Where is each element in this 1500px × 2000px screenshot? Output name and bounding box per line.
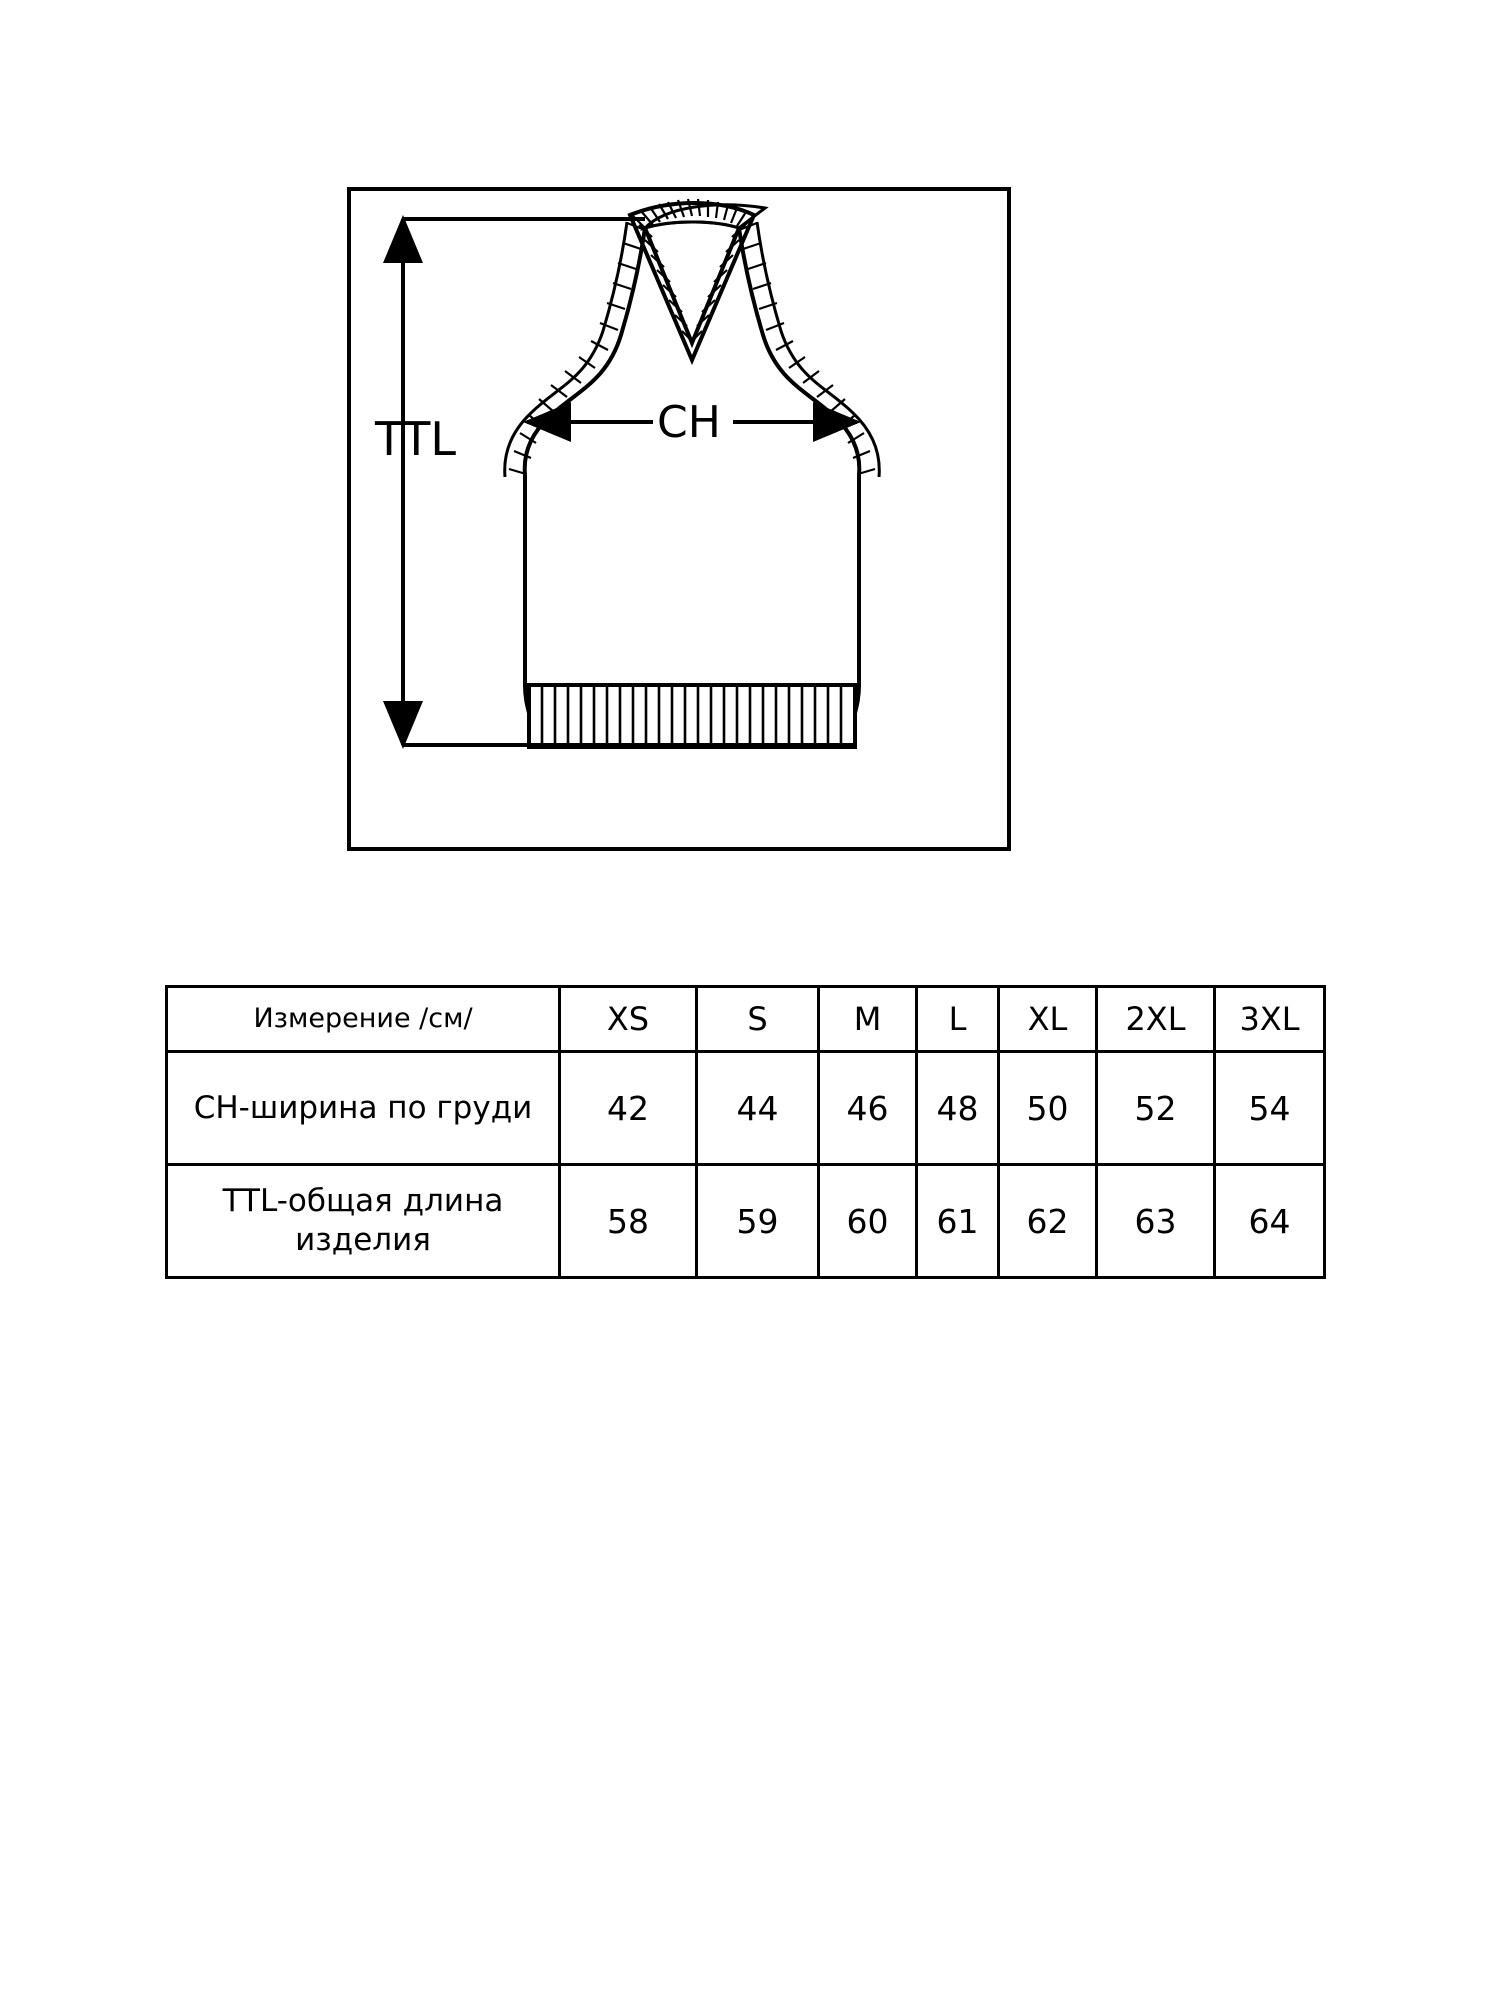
row-label-length: TTL-общая длина изделия — [167, 1165, 560, 1278]
length-xs: 58 — [560, 1165, 697, 1278]
size-header-xs: XS — [560, 987, 697, 1052]
chest-m: 46 — [819, 1052, 917, 1165]
chest-2xl: 52 — [1097, 1052, 1215, 1165]
chest-s: 44 — [697, 1052, 819, 1165]
ch-dimension — [527, 397, 857, 448]
vest-outline — [525, 228, 860, 745]
length-s: 59 — [697, 1165, 819, 1278]
size-header-l: L — [917, 987, 999, 1052]
size-header-m: M — [819, 987, 917, 1052]
row-label-chest: CH-ширина по груди — [167, 1052, 560, 1165]
table-row — [167, 1052, 1325, 1165]
size-header-2xl: 2XL — [1097, 987, 1215, 1052]
length-3xl: 64 — [1215, 1165, 1325, 1278]
measure-header: Измерение /см/ — [167, 987, 560, 1052]
size-header-3xl: 3XL — [1215, 987, 1325, 1052]
length-xl: 62 — [999, 1165, 1097, 1278]
length-2xl: 63 — [1097, 1165, 1215, 1278]
ttl-label: TTL — [375, 412, 457, 466]
left-armhole-rib — [505, 222, 645, 477]
size-header-xl: XL — [999, 987, 1097, 1052]
table-row — [167, 1165, 1325, 1278]
chest-xl: 50 — [999, 1052, 1097, 1165]
diagram-frame — [349, 189, 1009, 849]
chest-xs: 42 — [560, 1052, 697, 1165]
size-header-s: S — [697, 987, 819, 1052]
size-chart-table — [165, 985, 1326, 1279]
ch-label: CH — [657, 397, 721, 448]
ttl-dimension — [374, 219, 645, 745]
garment-measurement-diagram — [345, 185, 1045, 875]
table-header-row — [167, 987, 1325, 1052]
vest-diagram-svg — [345, 185, 1045, 875]
v-neck-collar — [630, 199, 765, 360]
length-l: 61 — [917, 1165, 999, 1278]
chest-l: 48 — [917, 1052, 999, 1165]
length-m: 60 — [819, 1165, 917, 1278]
bottom-hem-rib — [529, 685, 855, 747]
right-armhole-rib — [739, 222, 879, 477]
chest-3xl: 54 — [1215, 1052, 1325, 1165]
